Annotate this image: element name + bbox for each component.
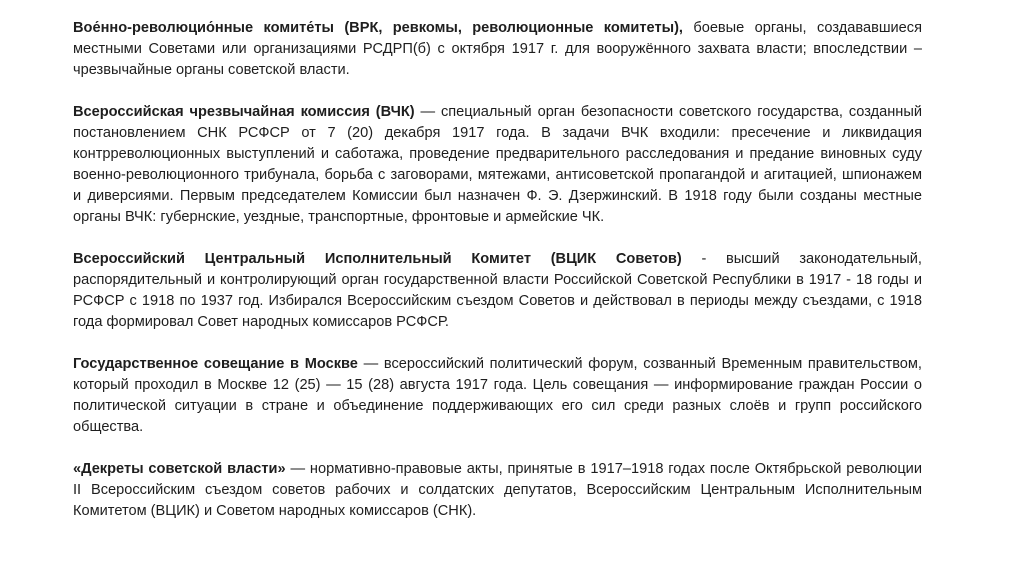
entry-term: Всероссийская чрезвычайная комиссия (ВЧК) <box>73 104 415 120</box>
entry-definition: — всероссийский политический форум, созванный Временным правительством, который проходил в Москве 12 (25) — 15 (28) августа 1917 года. Цель совещания — информирование граждан России о политической ситуации в стране и объединение поддерживающих его сил среди разных слоёв и групп российского общества. <box>73 356 922 435</box>
entry-vtsik <box>73 249 922 333</box>
glossary-document <box>73 18 922 522</box>
entry-term: Всероссийский Центральный Исполнительный Комитет (ВЦИК Советов) <box>73 251 682 267</box>
entry-definition: — нормативно-правовые акты, принятые в 1917–1918 годах после Октябрьской революции II Всероссийским съездом советов рабочих и солдатских депутатов, Всероссийским Центральным Исполнительным Комитетом (ВЦИК) и Советом народных комиссаров (СНК). <box>73 461 922 519</box>
entry-term: Государственное совещание в Москве <box>73 356 358 372</box>
entry-term: «Декреты советской власти» <box>73 461 286 477</box>
entry-term: Вое́нно-революцио́нные комите́ты (ВРК, ревкомы, революционные комитеты), <box>73 20 683 36</box>
entry-vrk <box>73 18 922 81</box>
entry-decrees <box>73 459 922 522</box>
entry-definition: - высший законодательный, распорядительный и контролирующий орган государственной власти Российской Советской Республики в 1917 - 18 годы и РСФСР с 1918 по 1937 год. Избирался Всероссийским съездом Советов и действовал в периоды между съездами, с 1918 года формировал Совет народных комиссаров РСФСР. <box>73 251 922 330</box>
entry-state-conference <box>73 354 922 438</box>
entry-definition: — специальный орган безопасности советского государства, созданный постановлением СНК РСФСР от 7 (20) декабря 1917 года. В задачи ВЧК входили: пресечение и ликвидация контрреволюционных выступлений и саботажа, проведение предварительного расследования и предание виновных суду военно-революционного трибунала, борьба с заговорами, мятежами, антисоветской пропагандой и агитацией, шпионажем и диверсиями. Первым председателем Комиссии был назначен Ф. Э. Дзержинский. В 1918 году были созданы местные органы ВЧК: губернские, уездные, транспортные, фронтовые и армейские ЧК. <box>73 104 922 225</box>
entry-vchk <box>73 102 922 228</box>
entry-definition: боевые органы, создававшиеся местными Советами или организациями РСДРП(б) с октября 1917 г. для вооружённого захвата власти; впоследствии – чрезвычайные органы советской власти. <box>73 20 922 78</box>
